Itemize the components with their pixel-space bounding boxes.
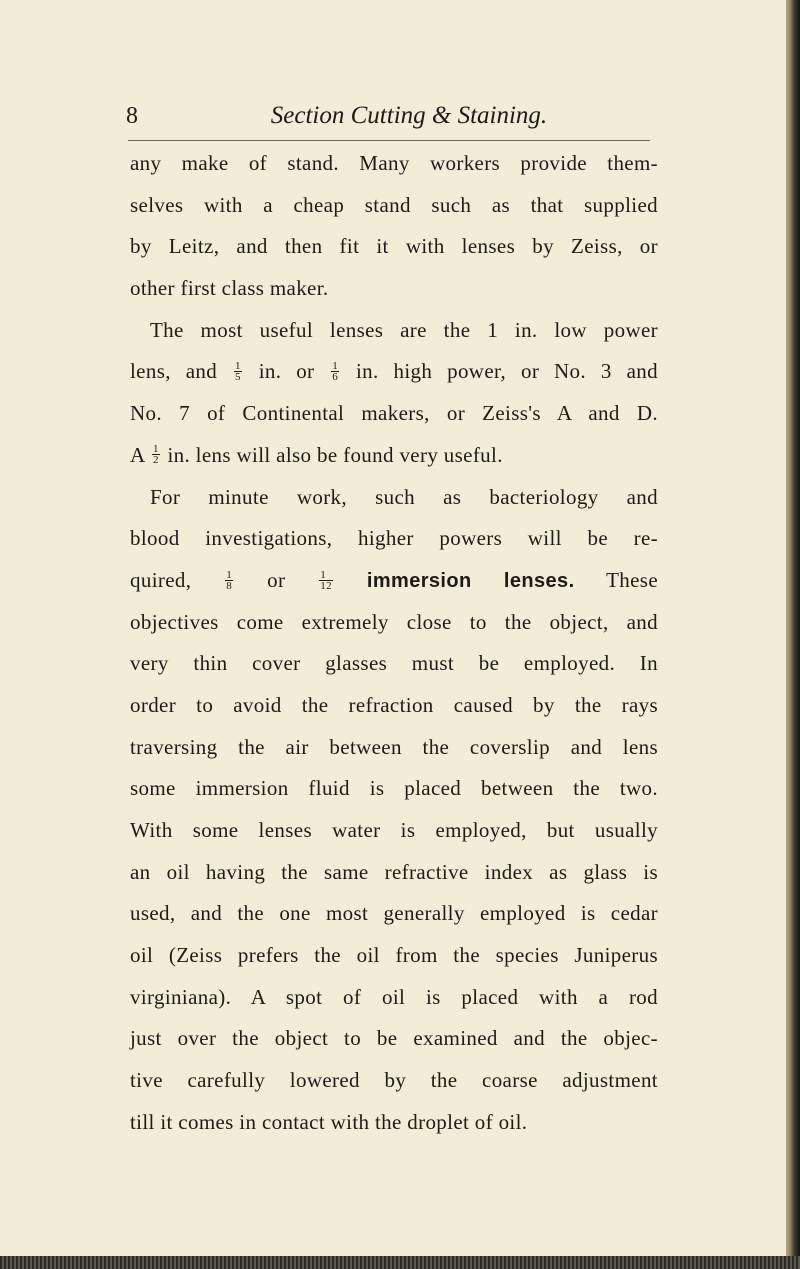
- body-text: [130, 143, 658, 1144]
- text-line-with-fractions: [130, 560, 658, 602]
- fraction-denominator: 8: [226, 579, 233, 592]
- text-line: some immersion fluid is placed between the two.: [130, 776, 658, 801]
- text-line: an oil having the same refractive index as glass is: [130, 859, 658, 884]
- text-fragment: quired,: [130, 567, 192, 592]
- text-line: The most useful lenses are the 1 in. low power: [150, 317, 658, 342]
- fraction-numerator: 1: [332, 360, 339, 373]
- fraction-numerator: 1: [226, 568, 233, 581]
- text-fragment: in. lens will also be found very useful.: [167, 442, 503, 467]
- text-line: traversing the air between the coverslip and lens: [130, 734, 658, 759]
- text-fragment: in. high power, or No. 3 and: [356, 359, 658, 384]
- fraction-denominator: 6: [332, 371, 339, 384]
- page-number: 8: [126, 103, 138, 129]
- text-line: With some lenses water is employed, but usually: [130, 818, 658, 842]
- text-line-with-fraction: [130, 435, 658, 477]
- text-line: objectives come extremely close to the object, and: [130, 609, 658, 634]
- page-edge-shadow: [786, 0, 800, 1269]
- text-fragment: These: [606, 567, 658, 592]
- text-line: For minute work, such as bacteriology and: [150, 484, 658, 509]
- fraction: [234, 361, 242, 382]
- running-title: Section Cutting & Staining.: [270, 102, 548, 129]
- fraction-denominator: 2: [152, 454, 159, 467]
- text-fragment: in. or: [258, 359, 315, 384]
- text-line: No. 7 of Continental makers, or Zeiss's A and D.: [130, 401, 658, 426]
- text-line: just over the object to be examined and the objec-: [130, 1026, 658, 1051]
- text-line: order to avoid the refraction caused by the rays: [130, 692, 658, 717]
- fraction-numerator: 1: [234, 360, 241, 373]
- header-rule: [128, 140, 650, 141]
- text-line: other first class maker.: [130, 276, 329, 301]
- text-line: selves with a cheap stand such as that supplied: [130, 192, 658, 217]
- text-fragment: lens, and: [130, 359, 218, 384]
- fraction: [152, 444, 160, 465]
- fraction-numerator: 1: [152, 443, 159, 456]
- running-head: [126, 98, 652, 134]
- fraction-denominator: 5: [234, 371, 241, 384]
- text-line: virginiana). A spot of oil is placed with a rod: [130, 984, 658, 1009]
- text-fragment: or: [267, 567, 286, 592]
- text-line: very thin cover glasses must be employed. In: [130, 651, 658, 676]
- fraction: [319, 570, 333, 591]
- text-line: any make of stand. Many workers provide them-: [130, 151, 658, 175]
- text-fragment: A: [130, 442, 145, 467]
- text-line: blood investigations, higher powers will be re-: [130, 526, 658, 551]
- text-line: tive carefully lowered by the coarse adjustment: [130, 1068, 658, 1093]
- text-line: used, and the one most generally employed is cedar: [130, 901, 658, 926]
- text-line: till it comes in contact with the droplet of oil.: [130, 1109, 528, 1134]
- fraction: [331, 361, 339, 382]
- fraction-denominator: 12: [320, 579, 332, 592]
- page-bottom-edge: [0, 1256, 800, 1269]
- bold-term: immersion lenses.: [366, 569, 575, 592]
- text-line: oil (Zeiss prefers the oil from the species Juniperus: [130, 943, 658, 968]
- fraction: [225, 570, 233, 591]
- text-line: by Leitz, and then fit it with lenses by Zeiss, or: [130, 234, 658, 259]
- fraction-numerator: 1: [319, 570, 333, 581]
- text-line-with-fractions: [130, 351, 658, 393]
